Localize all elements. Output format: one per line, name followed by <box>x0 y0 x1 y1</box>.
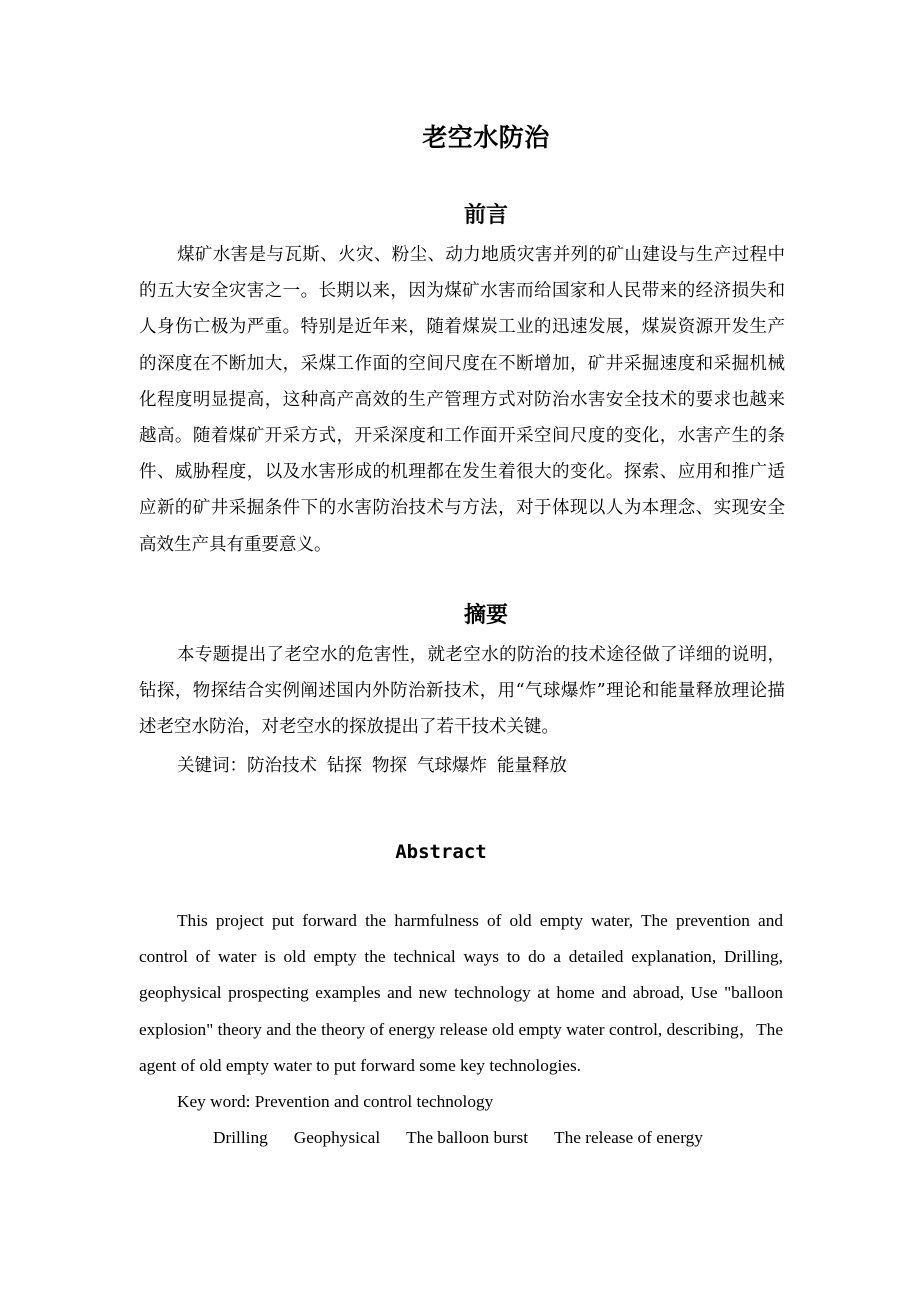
summary-keyword: 钻探 <box>327 756 362 776</box>
summary-keyword: 能量释放 <box>497 756 567 776</box>
abstract-paragraph: This project put forward the harmfulness of old empty water, The prevention and control of water is old empty the technical ways to do a detailed explanation, Drilling, geophysical prospecting examples and new technology at home and abroad, Use "balloon explosion" theory and the theory of energy release old empty water control, describing，The agent of old empty water to put forward some key technologies. <box>139 911 783 1075</box>
abstract-keywords-label: Key word: Prevention and control technology <box>177 1092 494 1111</box>
summary-heading: 摘要 <box>463 602 508 628</box>
summary-keywords <box>177 748 567 784</box>
abstract-keyword: The balloon burst <box>406 1128 529 1147</box>
summary-keyword: 物探 <box>372 756 407 776</box>
summary-keyword: 气球爆炸 <box>417 756 487 776</box>
abstract-keyword: Geophysical <box>293 1128 381 1147</box>
abstract-keywords <box>213 1123 703 1153</box>
abstract-keyword: The release of energy <box>554 1128 703 1147</box>
preface-paragraph: 煤矿水害是与瓦斯、火灾、粉尘、动力地质灾害并列的矿山建设与生产过程中的五大安全灾害之一。长期以来，因为煤矿水害而给国家和人民带来的经济损失和人身伤亡极为严重。特别是近年来，随着煤炭工业的迅速发展，煤炭资源开发生产的深度在不断加大，采煤工作面的空间尺度在不断增加，矿井采掘速度和采掘机械化程度明显提高，这种高产高效的生产管理方式对防治水害安全技术的要求也越来越高。随着煤矿开采方式，开采深度和工作面开采空间尺度的变化，水害产生的条件、威胁程度，以及水害形成的机理都在发生着很大的变化。探索、应用和推广适应新的矿井采掘条件下的水害防治技术与方法，对于体现以人为本理念、实现安全高效生产具有重要意义。 <box>139 245 785 555</box>
abstract-heading: Abstract <box>395 841 487 863</box>
preface-heading: 前言 <box>463 202 508 228</box>
summary-paragraph: 本专题提出了老空水的危害性，就老空水的防治的技术途径做了详细的说明，钻探，物探结合实例阐述国内外防治新技术，用“气球爆炸”理论和能量释放理论描述老空水防治，对老空水的探放提出了若干技术关键。 <box>139 645 785 738</box>
summary-keyword: 防治技术 <box>247 756 317 776</box>
summary-keywords-label: 关键词： <box>177 756 247 776</box>
document-title: 老空水防治 <box>422 123 550 152</box>
abstract-keyword: Drilling <box>213 1128 268 1147</box>
